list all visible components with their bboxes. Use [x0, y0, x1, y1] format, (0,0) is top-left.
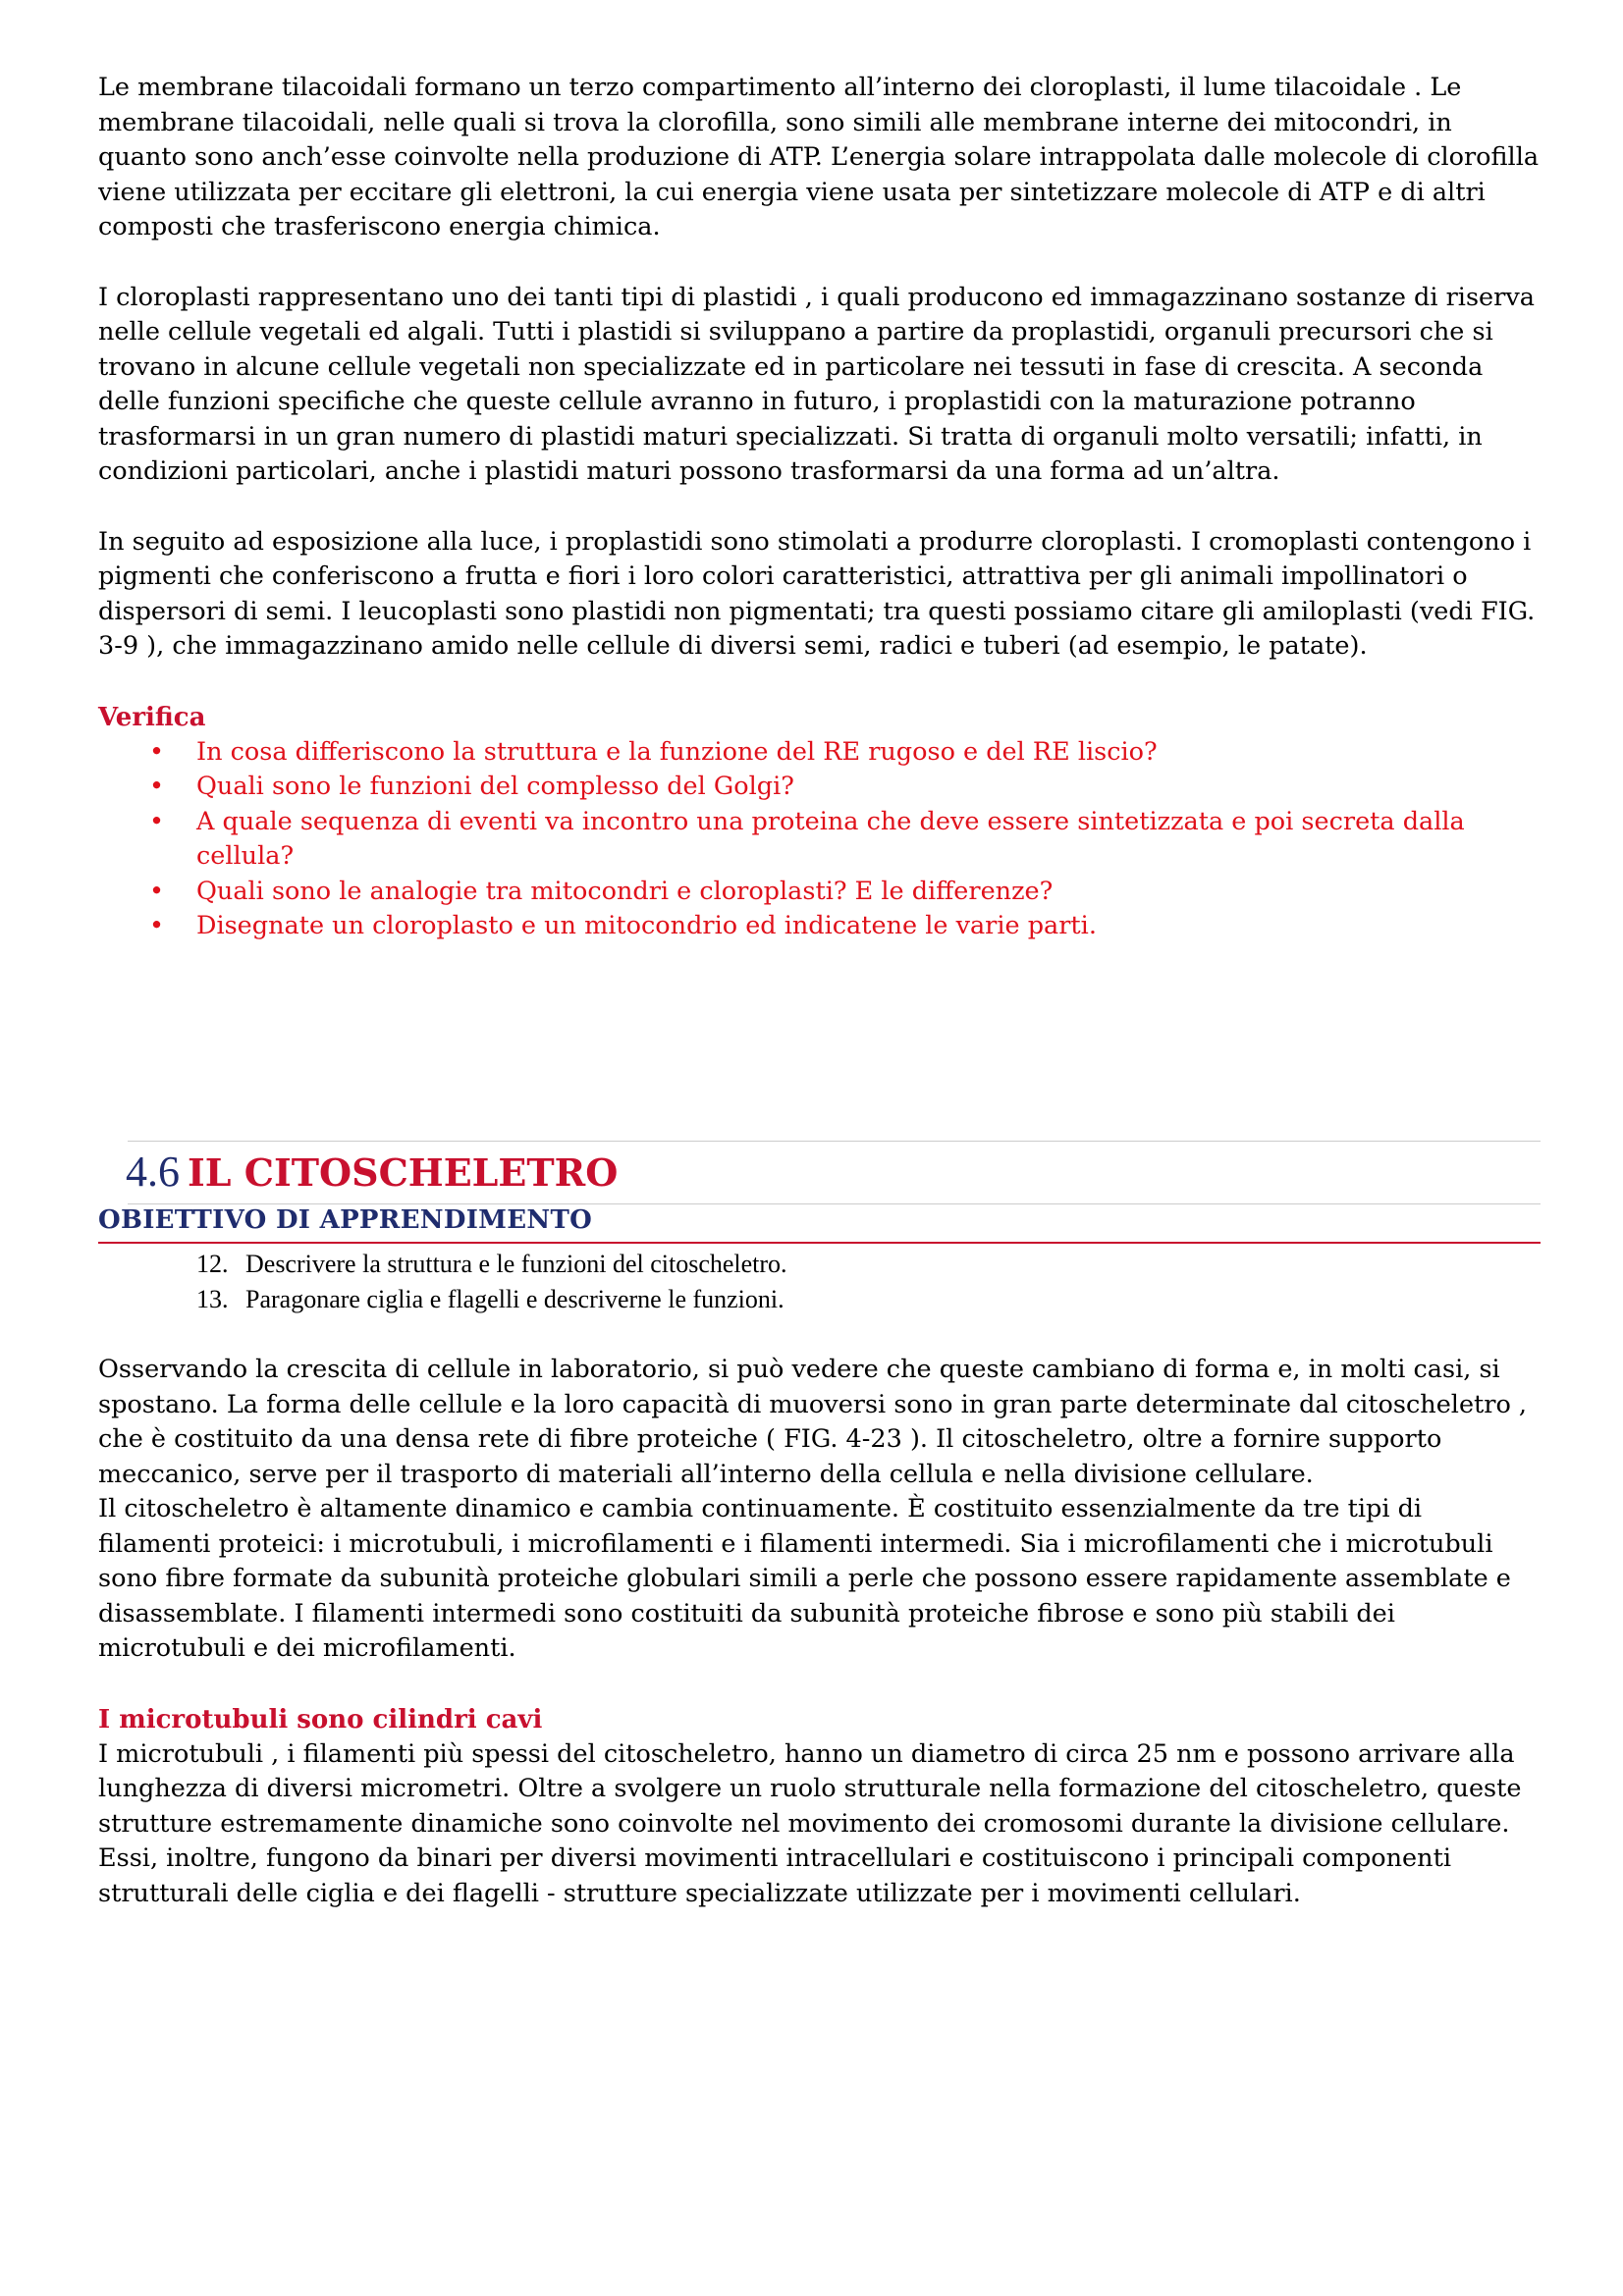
section-name: IL CITOSCHELETRO	[188, 1150, 619, 1195]
question-item	[98, 735, 1542, 771]
section-mid-rule	[128, 1203, 1541, 1204]
objective-item	[196, 1247, 787, 1282]
question-item	[98, 875, 1542, 910]
question-text: Quali sono le analogie tra mitocondri e cloroplasti? E le differenze?	[196, 876, 1054, 906]
objective-number: 12.	[196, 1250, 229, 1278]
section-number: 4.6	[126, 1148, 180, 1196]
bullet-icon: •	[149, 876, 165, 906]
verifica-block	[98, 700, 1542, 944]
objective-text: Descrivere la struttura e le funzioni del citoscheletro.	[245, 1250, 787, 1278]
objective-item	[196, 1282, 787, 1317]
bullet-icon: •	[149, 772, 165, 801]
objectives-list	[196, 1247, 787, 1317]
section-title	[126, 1147, 618, 1197]
bullet-icon: •	[149, 911, 165, 940]
body-paragraph-1: Osservando la crescita di cellule in laboratorio, si può vedere che queste cambiano di forma e, in molti casi, si spostano. La forma delle cellule e la loro capacità di muoversi sono in gran parte determinate dal citoscheletro , che è costituito da una densa rete di fibre proteiche ( FIG. 4-23 ). Il citoscheletro, oltre a fornire supporto meccanico, serve per il trasporto di materiali all’interno della cellula e nella divisione cellulare.	[98, 1355, 1528, 1489]
verifica-questions	[98, 735, 1542, 944]
objective-number: 13.	[196, 1285, 229, 1313]
question-item	[98, 770, 1542, 805]
question-text: Disegnate un cloroplasto e un mitocondrio ed indicatene le varie parti.	[196, 911, 1097, 940]
bullet-icon: •	[149, 806, 165, 836]
body-paragraph-2: Il citoscheletro è altamente dinamico e cambia continuamente. È costituito essenzialmente da tre tipi di filamenti proteici: i microtubuli, i microfilamenti e i filamenti intermedi. Sia i microfilamenti che i microtubuli sono fibre formate da subunità proteiche globulari simili a perle che possono essere rapidamente assemblate e disassemblate. I filamenti intermedi sono costituiti da subunità proteiche fibrose e sono più stabili dei microtubuli e dei microfilamenti.	[98, 1494, 1511, 1663]
bullet-icon: •	[149, 736, 165, 767]
question-text: In cosa differiscono la struttura e la funzione del RE rugoso e del RE liscio?	[196, 736, 1158, 767]
question-text: Quali sono le funzioni del complesso del Golgi?	[196, 772, 794, 801]
question-item	[98, 909, 1542, 944]
objective-rule	[98, 1242, 1541, 1244]
question-text: A quale sequenza di eventi va incontro una proteina che deve essere sintetizzata e poi secreta dalla cellula?	[196, 806, 1465, 871]
intro-paragraph-3: In seguito ad esposizione alla luce, i proplastidi sono stimolati a produrre cloroplasti. I cromoplasti contengono i pigmenti che conferiscono a frutta e fiori i loro colori caratteristici, attrattiva per gli animali impollinatori o dispersori di semi. I leucoplasti sono plastidi non pigmentati; tra questi possiamo citare gli amiloplasti (vedi FIG. 3-9 ), che immagazzinano amido nelle cellule di diversi semi, radici e tuberi (ad esempio, le patate).	[98, 526, 1536, 661]
document-page	[98, 71, 1542, 944]
verifica-heading: Verifica	[98, 702, 206, 732]
subsection-heading: I microtubuli sono cilindri cavi	[98, 1704, 543, 1735]
objective-heading: OBIETTIVO DI APPRENDIMENTO	[98, 1205, 593, 1235]
intro-paragraph-2: I cloroplasti rappresentano uno dei tanti tipi di plastidi , i quali producono ed immagazzinano sostanze di riserva nelle cellule vegetali ed algali. Tutti i plastidi si sviluppano a partire da proplastidi, organuli precursori che si trovano in alcune cellule vegetali non specializzate ed in particolare nei tessuti in fase di crescita. A seconda delle funzioni specifiche che queste cellule avranno in futuro, i proplastidi con la maturazione potranno trasformarsi in un gran numero di plastidi maturi specializzati. Si tratta di organuli molto versatili; infatti, in condizioni particolari, anche i plastidi maturi possono trasformarsi da una forma ad un’altra.	[98, 282, 1535, 486]
question-item	[98, 805, 1542, 875]
objective-text: Paragonare ciglia e flagelli e descriverne le funzioni.	[245, 1285, 784, 1313]
intro-paragraph-1: Le membrane tilacoidali formano un terzo compartimento all’interno dei cloroplasti, il lume tilacoidale . Le membrane tilacoidali, nelle quali si trova la clorofilla, sono simili alle membrane interne dei mitocondri, in quanto sono anch’esse coinvolte nella produzione di ATP. L’energia solare intrappolata dalle molecole di clorofilla viene utilizzata per eccitare gli elettroni, la cui energia viene usata per sintetizzare molecole di ATP e di altri composti che trasferiscono energia chimica.	[98, 73, 1540, 241]
subsection-paragraph: I microtubuli , i filamenti più spessi del citoscheletro, hanno un diametro di circa 25 nm e possono arrivare alla lunghezza di diversi micrometri. Oltre a svolgere un ruolo strutturale nella formazione del citoscheletro, queste strutture estremamente dinamiche sono coinvolte nel movimento dei cromosomi durante la divisione cellulare. Essi, inoltre, fungono da binari per diversi movimenti intracellulari e costituiscono i principali componenti strutturali delle ciglia e dei flagelli - strutture specializzate utilizzate per i movimenti cellulari.	[98, 1738, 1522, 1908]
body-section	[98, 1353, 1542, 1911]
section-top-rule	[128, 1141, 1541, 1142]
